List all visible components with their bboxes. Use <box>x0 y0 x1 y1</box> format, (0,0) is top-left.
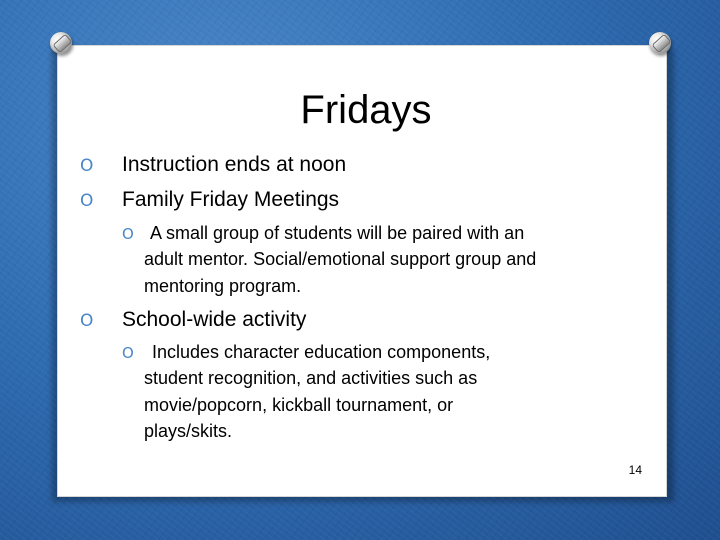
sub-bullet-line: adult mentor. Social/emotional support group and <box>144 249 537 269</box>
bullet-item-instruction: Instruction ends at noon <box>122 153 347 176</box>
sub-bullet-line: Includes character education components, <box>152 342 491 362</box>
page-number: 14 <box>628 463 642 477</box>
sub-bullet-line: movie/popcorn, kickball tournament, or <box>144 395 454 415</box>
pushpin-left-icon <box>50 32 72 54</box>
sub-bullet-line: mentoring program. <box>144 276 302 296</box>
bullet-icon: O <box>80 156 94 176</box>
pushpin-right-icon <box>649 32 671 54</box>
bullet-item-school-wide: School-wide activity <box>122 308 307 331</box>
sub-bullet-line: student recognition, and activities such as <box>144 368 478 388</box>
bullet-item-family-friday: Family Friday Meetings <box>122 188 340 211</box>
sub-bullet-icon: O <box>122 225 134 243</box>
sub-bullet-line: plays/skits. <box>144 421 233 441</box>
sub-bullet-line: A small group of students will be paired with an <box>150 223 525 243</box>
slide-title: Fridays <box>300 88 432 132</box>
bullet-icon: O <box>80 191 94 211</box>
bullet-icon: O <box>80 311 94 331</box>
sub-bullet-icon: O <box>122 344 134 362</box>
